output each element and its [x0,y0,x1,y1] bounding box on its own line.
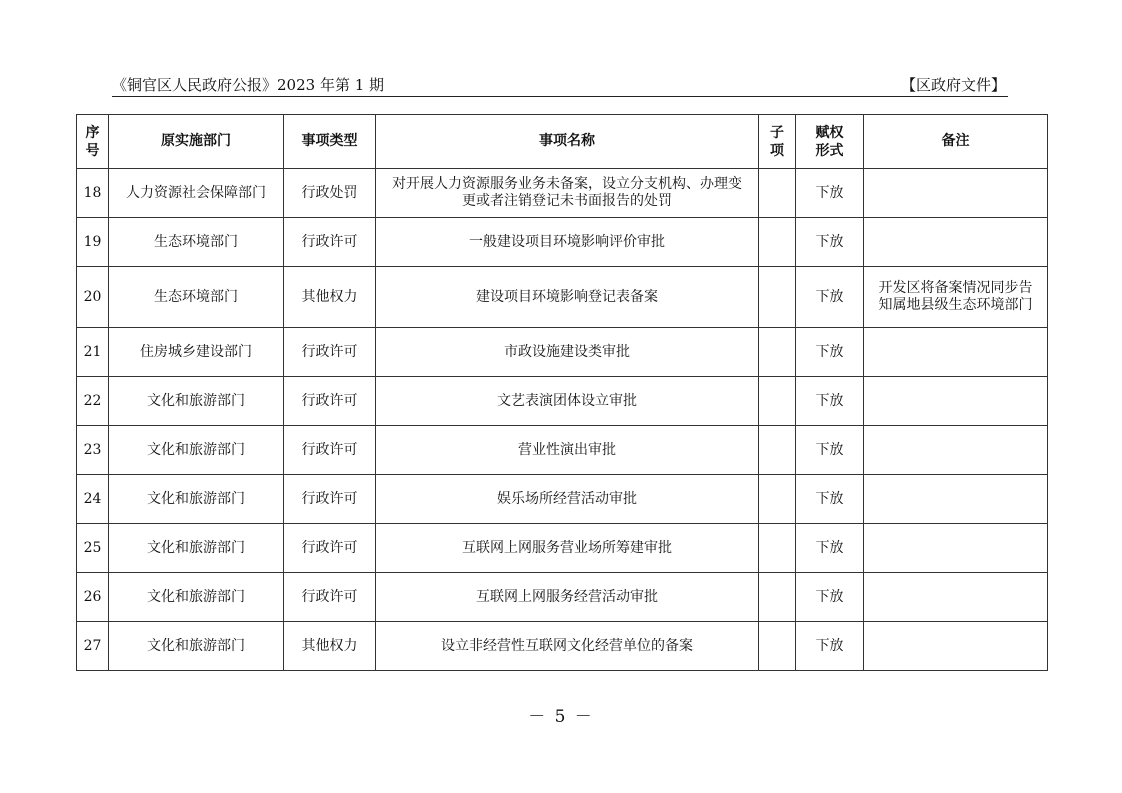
column-header-type: 事项类型 [284,115,376,169]
column-header-note: 备注 [864,115,1048,169]
cell-dept: 文化和旅游部门 [109,377,284,426]
cell-type: 行政许可 [284,218,376,267]
cell-no: 24 [77,475,109,524]
cell-note [864,169,1048,218]
cell-dept: 文化和旅游部门 [109,622,284,671]
cell-type: 行政许可 [284,426,376,475]
cell-type: 行政许可 [284,573,376,622]
cell-note [864,622,1048,671]
cell-type: 行政许可 [284,475,376,524]
cell-name: 互联网上网服务营业场所筹建审批 [376,524,759,573]
column-header-seq: 序 号 [77,115,109,169]
cell-dept: 生态环境部门 [109,218,284,267]
cell-name: 互联网上网服务经营活动审批 [376,573,759,622]
cell-no: 20 [77,267,109,328]
cell-name: 市政设施建设类审批 [376,328,759,377]
table-row [77,573,1048,622]
cell-note: 开发区将备案情况同步告知属地县级生态环境部门 [864,267,1048,328]
cell-no: 26 [77,573,109,622]
cell-no: 23 [77,426,109,475]
cell-sub [759,475,796,524]
cell-sub [759,169,796,218]
table-row [77,426,1048,475]
cell-name: 建设项目环境影响登记表备案 [376,267,759,328]
cell-no: 27 [77,622,109,671]
delegation-table [76,114,1048,671]
cell-form: 下放 [796,573,864,622]
cell-note [864,328,1048,377]
column-header-name: 事项名称 [376,115,759,169]
cell-dept: 生态环境部门 [109,267,284,328]
column-header-sub: 子 项 [759,115,796,169]
cell-note [864,426,1048,475]
cell-dept: 文化和旅游部门 [109,475,284,524]
cell-form: 下放 [796,426,864,475]
cell-name: 营业性演出审批 [376,426,759,475]
cell-name: 娱乐场所经营活动审批 [376,475,759,524]
cell-form: 下放 [796,218,864,267]
cell-form: 下放 [796,267,864,328]
cell-name: 设立非经营性互联网文化经营单位的备案 [376,622,759,671]
cell-sub [759,622,796,671]
cell-name: 一般建设项目环境影响评价审批 [376,218,759,267]
cell-note [864,218,1048,267]
cell-form: 下放 [796,524,864,573]
table-row [77,622,1048,671]
cell-sub [759,524,796,573]
cell-type: 其他权力 [284,622,376,671]
cell-note [864,377,1048,426]
cell-form: 下放 [796,622,864,671]
table-row [77,328,1048,377]
cell-sub [759,573,796,622]
cell-sub [759,377,796,426]
page-number: － 5 － [528,707,594,727]
column-header-dept: 原实施部门 [109,115,284,169]
header-divider [112,96,1008,97]
cell-dept: 文化和旅游部门 [109,573,284,622]
section-label: 【区政府文件】 [900,76,1006,94]
table-row [77,267,1048,328]
cell-name: 对开展人力资源服务业务未备案，设立分支机构、办理变更或者注销登记未书面报告的处罚 [376,169,759,218]
cell-dept: 文化和旅游部门 [109,426,284,475]
cell-note [864,524,1048,573]
journal-title: 《铜官区人民政府公报》2023 年第 1 期 [112,76,385,94]
cell-note [864,475,1048,524]
cell-type: 行政许可 [284,377,376,426]
cell-type: 行政许可 [284,524,376,573]
cell-no: 21 [77,328,109,377]
cell-name: 文艺表演团体设立审批 [376,377,759,426]
cell-form: 下放 [796,169,864,218]
cell-no: 22 [77,377,109,426]
table-row [77,475,1048,524]
table-row [77,218,1048,267]
column-header-form: 赋权 形式 [796,115,864,169]
table-row [77,169,1048,218]
cell-type: 行政许可 [284,328,376,377]
cell-type: 其他权力 [284,267,376,328]
cell-dept: 人力资源社会保障部门 [109,169,284,218]
cell-form: 下放 [796,377,864,426]
cell-dept: 文化和旅游部门 [109,524,284,573]
cell-no: 19 [77,218,109,267]
cell-type: 行政处罚 [284,169,376,218]
cell-sub [759,328,796,377]
cell-sub [759,267,796,328]
cell-dept: 住房城乡建设部门 [109,328,284,377]
cell-note [864,573,1048,622]
cell-form: 下放 [796,328,864,377]
table-row [77,524,1048,573]
cell-no: 25 [77,524,109,573]
cell-form: 下放 [796,475,864,524]
cell-sub [759,218,796,267]
cell-no: 18 [77,169,109,218]
table-row [77,377,1048,426]
cell-sub [759,426,796,475]
table-header-row [77,115,1048,169]
